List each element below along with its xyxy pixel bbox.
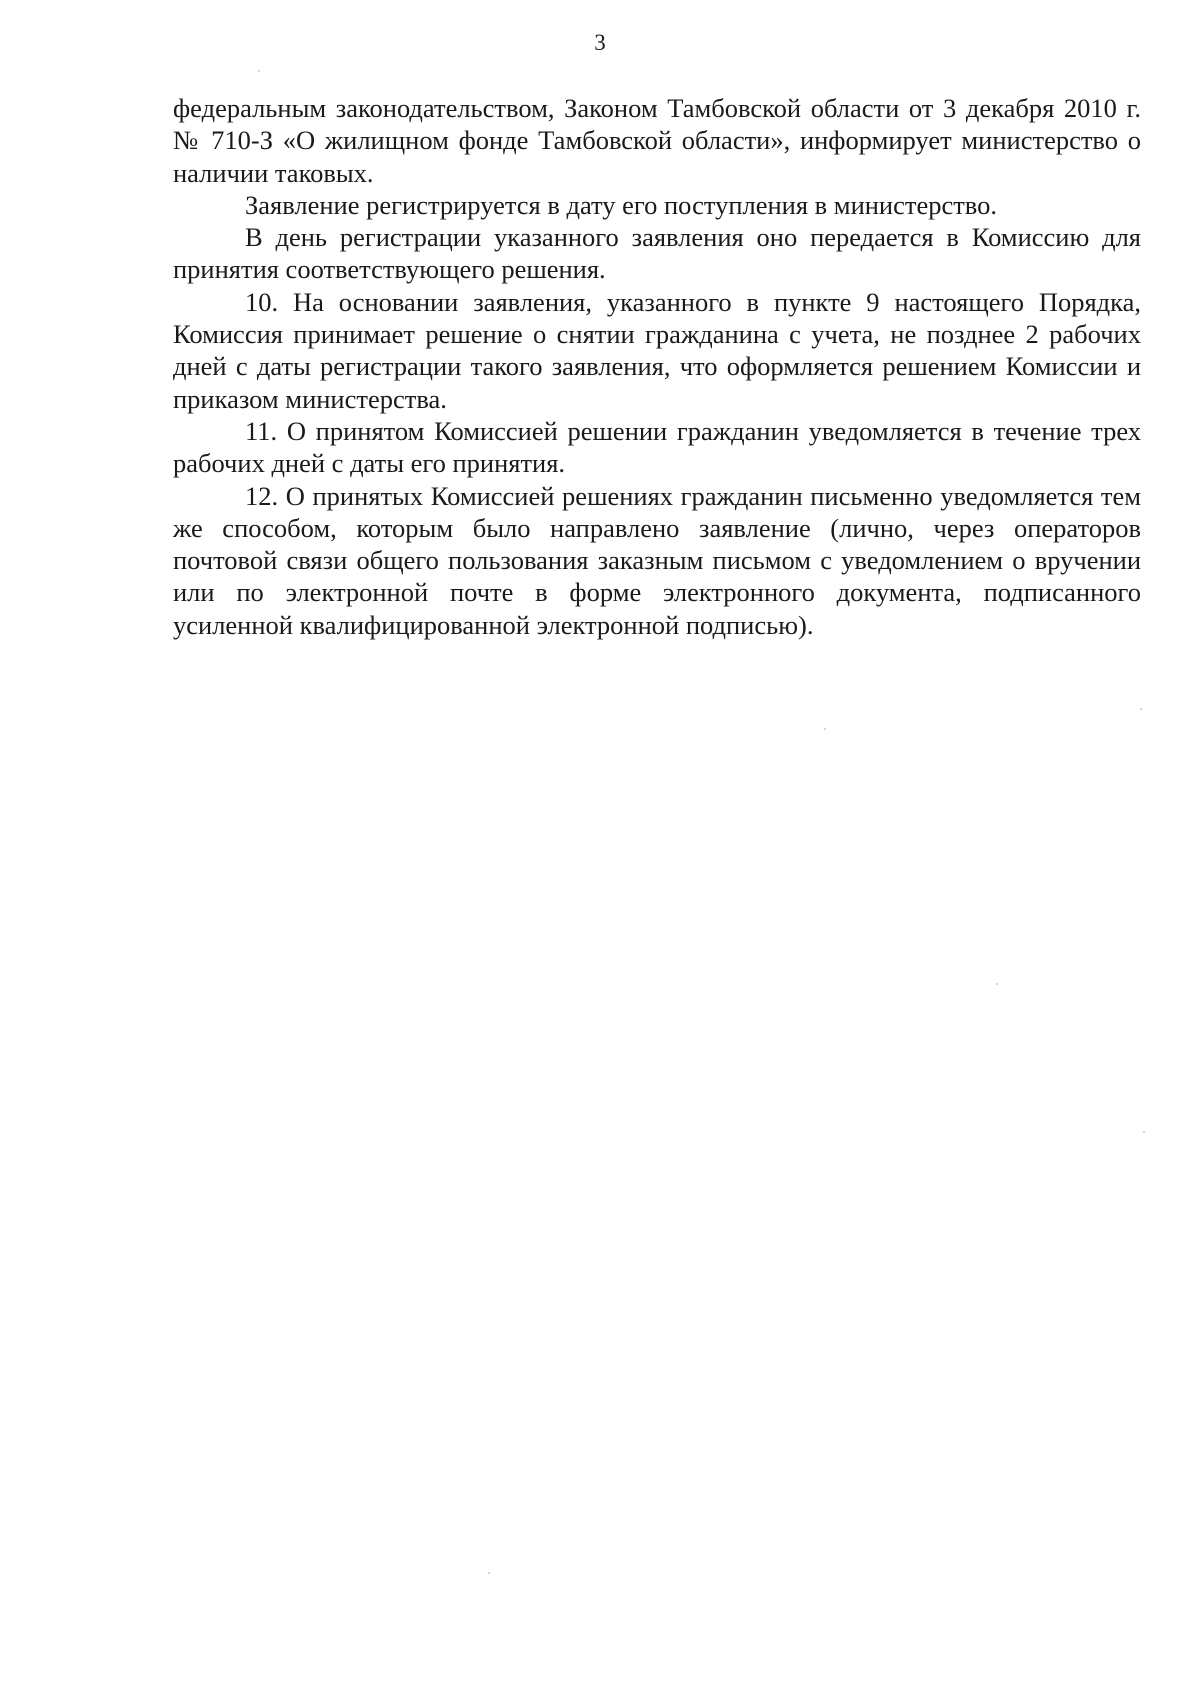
- scan-speck: [1143, 1131, 1145, 1133]
- document-body: [173, 92, 1141, 641]
- scan-speck: [824, 728, 826, 730]
- scan-speck: [488, 1572, 490, 1574]
- scan-speck: [996, 983, 998, 985]
- paragraph-transfer: В день регистрации указанного заявления оно передается в Комиссию для принятия соответствующего решения.: [173, 222, 1141, 285]
- scan-speck: [258, 70, 260, 72]
- paragraph-registration: Заявление регистрируется в дату его поступления в министерство.: [245, 189, 998, 220]
- paragraph-item-12: 12. О принятых Комиссией решениях гражданин письменно уведомляется тем же способом, которым было направлено заявление (лично, через операторов почтовой связи общего пользования заказным письмом с уведомлением о вручении или по электронной почте в форме электронного документа, подписанного усиленной квалифицированной электронной подписью).: [173, 480, 1141, 640]
- scan-speck: [1140, 708, 1142, 710]
- page-number: 3: [594, 30, 606, 55]
- paragraph-item-11: 11. О принятом Комиссией решении гражданин уведомляется в течение трех рабочих дней с даты его принятия.: [173, 415, 1141, 479]
- paragraph-item-10: 10. На основании заявления, указанного в пункте 9 настоящего Порядка, Комиссия принимает решение о снятии гражданина с учета, не позднее 2 рабочих дней с даты регистрации такого заявления, что оформляется решением Комиссии и приказом министерства.: [173, 286, 1141, 414]
- paragraph-continuation: федеральным законодательством, Законом Тамбовской области от 3 декабря 2010 г. № 710-З «О жилищном фонде Тамбовской области», информирует министерство о наличии таковых.: [173, 93, 1141, 188]
